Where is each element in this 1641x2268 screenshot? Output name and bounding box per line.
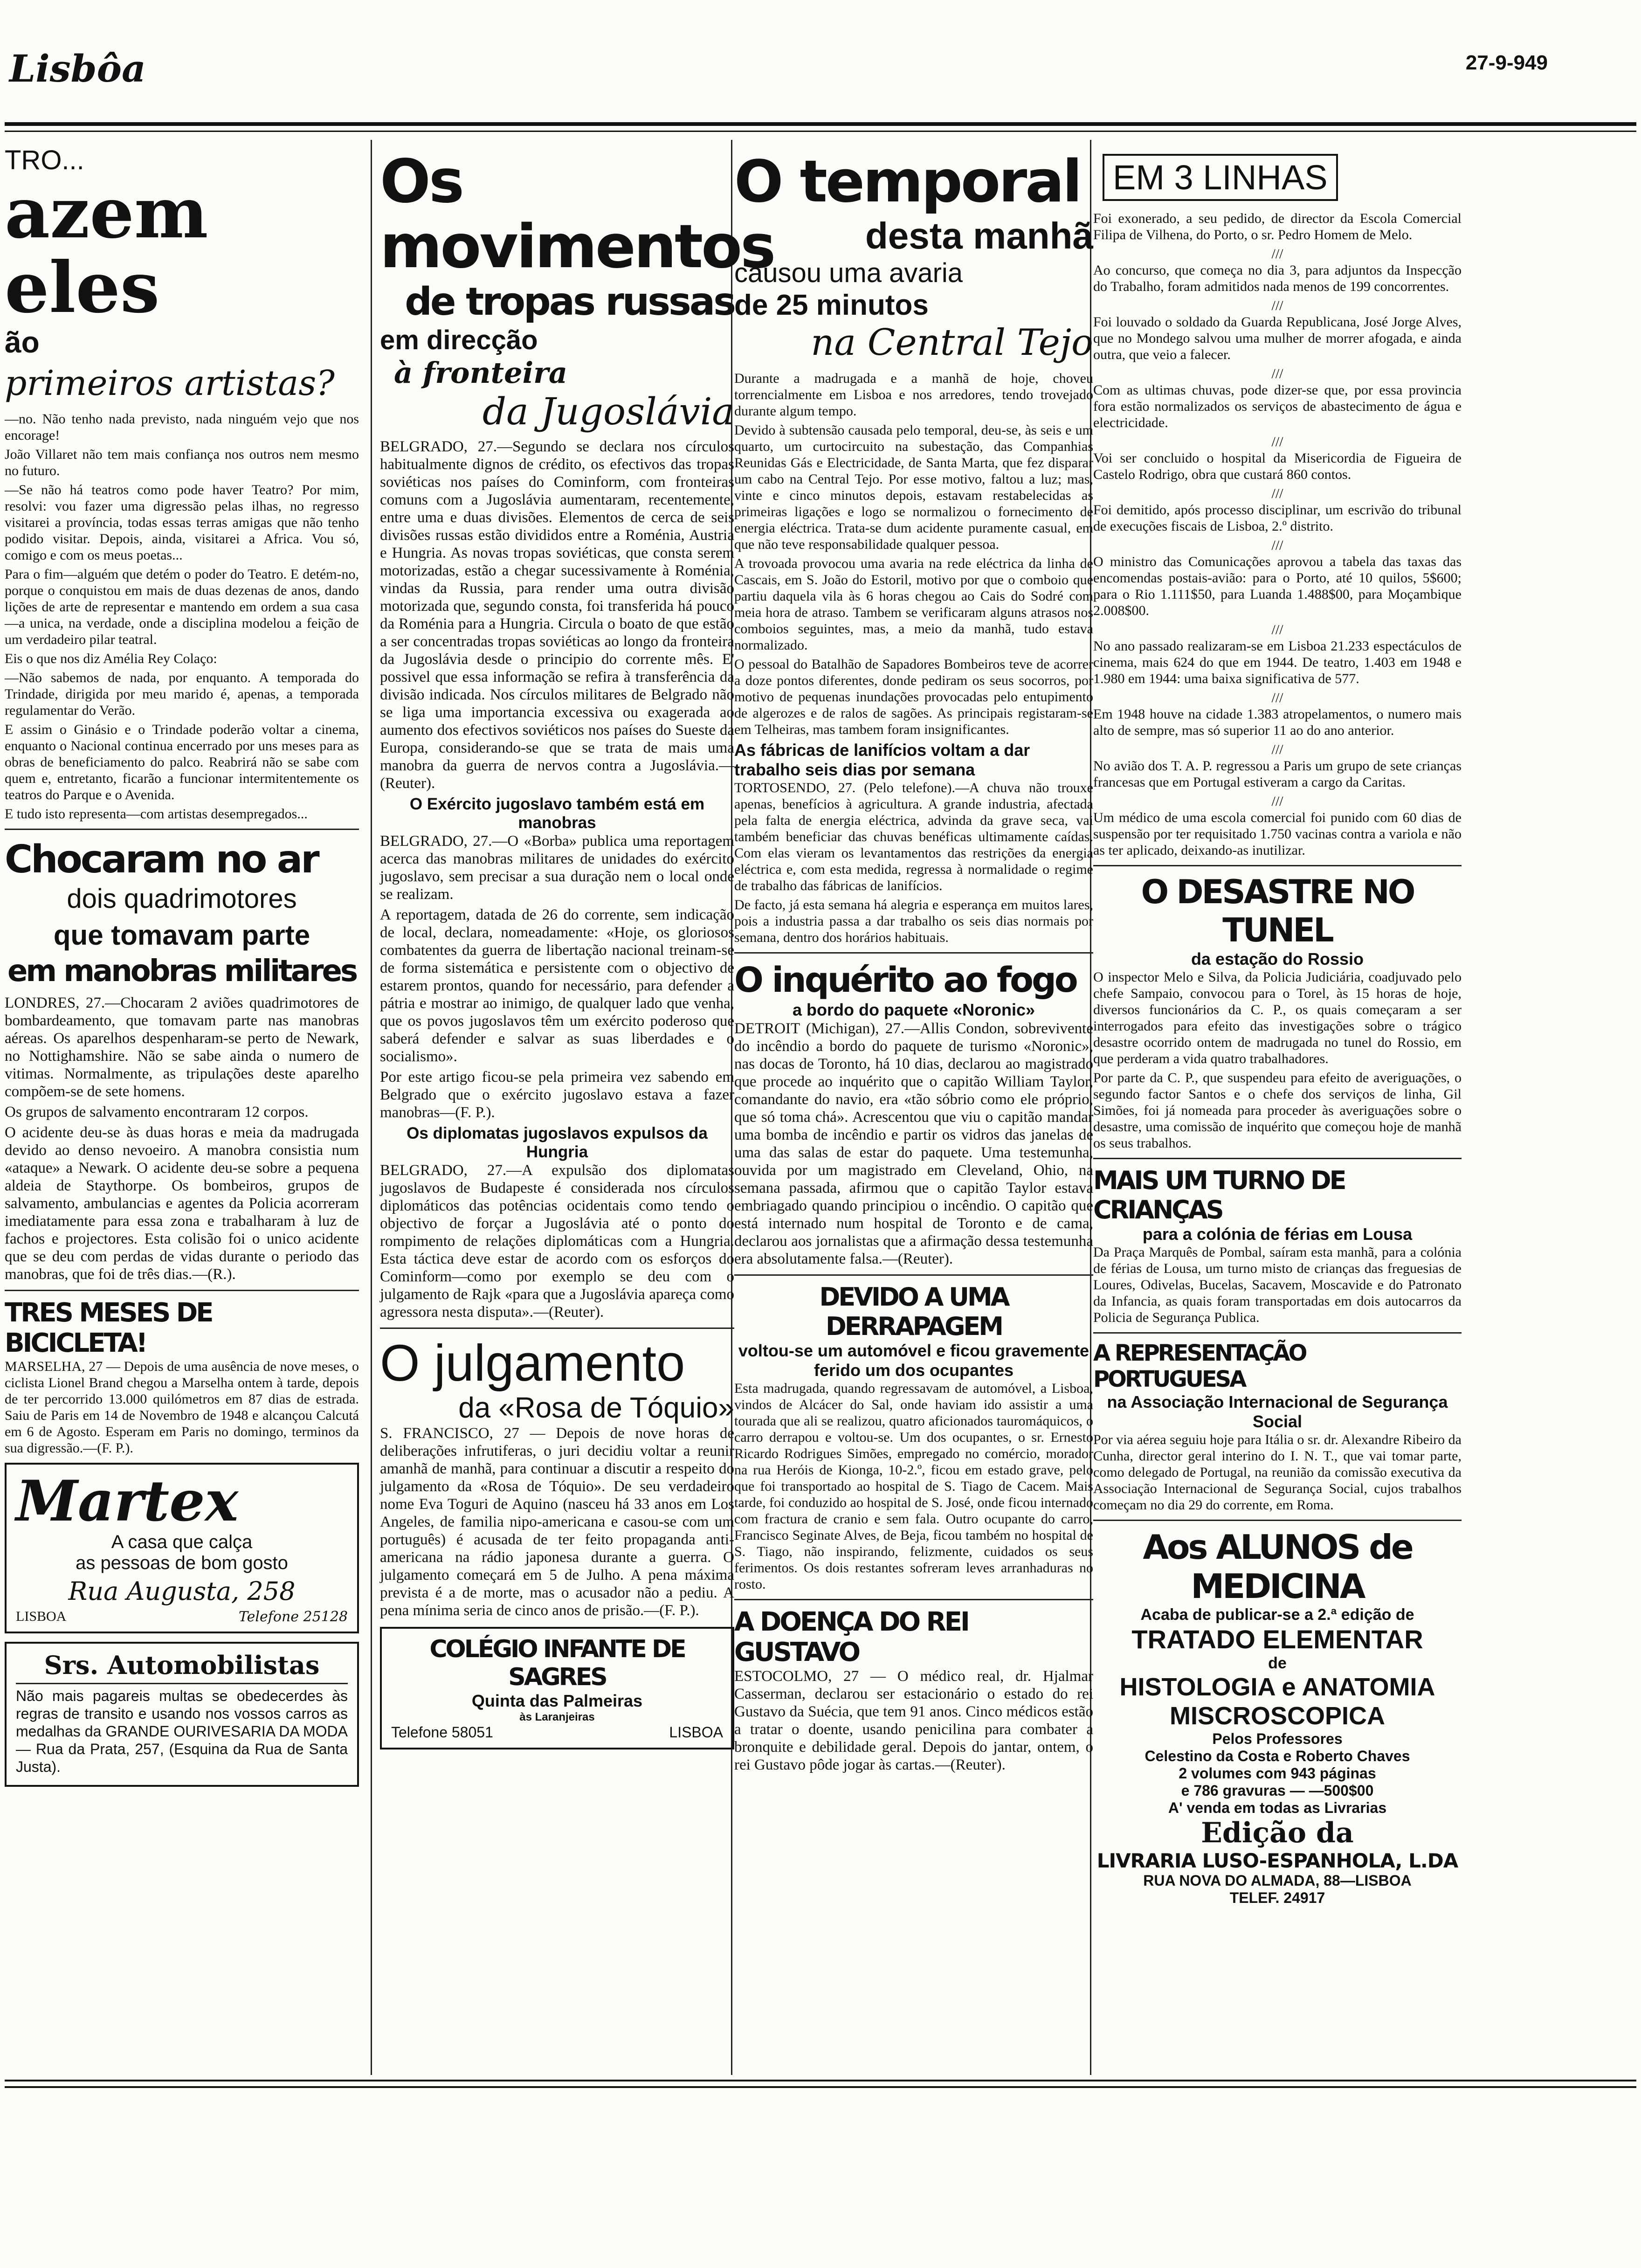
paragraph: Para o fim—alguém que detém o poder do Teatro. E detém-no, porque o conquistou em mais de duas dezenas de anos, dando lições de arte de representar e mantendo em ordem a sua casa—a unica, na verdade, onde a disciplina modelou a feição de um verdadeiro pilar teatral. [5, 567, 359, 647]
advert-title: Aos ALUNOS de MEDICINA [1143, 1528, 1412, 1606]
headline-sub: de 25 minutos [734, 289, 929, 321]
headline: MAIS UM TURNO DE CRIANÇAS [1093, 1166, 1345, 1224]
headline-sub: para a colónia de férias em Lousa [1142, 1224, 1413, 1244]
separator: /// [1271, 486, 1283, 501]
paragraph: —Não sabemos de nada, por enquanto. A temporada do Trindade, dirigida por meu marido é, apenas, a temporada regulamentar do Verão. [5, 670, 359, 718]
paragraph: E tudo isto representa—com artistas desempregados... [5, 806, 308, 822]
paragraph: BELGRADO, 27.—A expulsão dos diplomatas jugoslavos de Budapeste é considerada nos círculos diplomáticos das potências ocidentais como tendo o objectivo de forçar a Jugoslávia até o ponto do rompimento de relações diplomáticas com a Hungria. Esta táctica deve estar de acordo com os esforços do Cominform—como por exemplo se deu com o julgamento de Rajk «para que a Jugoslávia apareça como agressora nesta disputa».—(Reuter). [380, 1162, 734, 1321]
headline-sub: de tropas russas [405, 280, 734, 324]
divider [1093, 865, 1462, 866]
headline: O DESASTRE NO TUNEL [1141, 873, 1414, 949]
headline-sub: em direcção [380, 325, 538, 355]
advert-brand: Martex [16, 1468, 239, 1534]
advert-line: e 786 gravuras — —500$00 [1181, 1782, 1374, 1799]
subhead: As fábricas de lanifícios voltam a dar trabalho seis dias por semana [734, 740, 1030, 779]
brief-item: Com as ultimas chuvas, pode dizer-se que, por essa provincia fora estão normalizados os serviços de abastecimento de água e electricidade. [1093, 382, 1462, 430]
divider [16, 1683, 348, 1684]
paragraph: A trovoada provocou uma avaria na rede eléctrica da linha de Cascais, em S. João do Estoril, motivo por que o comboio que partiu daquela vila às 6 horas chegou ao Cais do Sodré com meia hora de atraso. Tambem se verificaram alguns atrasos nos comboios seguintes, mas, a meio da manhã, tudo estava normalizado. [734, 556, 1093, 653]
advert-line: 2 volumes com 943 páginas [1179, 1765, 1376, 1782]
divider [1093, 1332, 1462, 1334]
headline: TRES MESES DE BICICLETA! [5, 1298, 212, 1358]
headline-sub: à fronteira [394, 356, 567, 390]
subhead: Os diplomatas jugoslavos expulsos da Hungria [407, 1124, 708, 1161]
paragraph: LONDRES, 27.—Chocaram 2 aviões quadrimotores de bombardeamento, que tomavam parte nas manobras aéreas. Os aparelhos despenharam-se perto de Newark, no Nottighamshire. Não se sabe ainda o numero de vitimas. Normalmente, as tripulações deste aparelho compõem-se de sete homens. [5, 995, 359, 1100]
paragraph: Eis o que nos diz Amélia Rey Colaço: [5, 651, 217, 666]
advert-line: Edição da [1201, 1817, 1354, 1849]
brief-item: Ao concurso, que começa no dia 3, para adjuntos da Inspecção do Trabalho, foram admitidos nada menos de 199 concorrentes. [1093, 263, 1462, 294]
separator: /// [1271, 298, 1283, 313]
separator: /// [1271, 434, 1283, 449]
separator: /// [1271, 366, 1283, 381]
advert-line: Acaba de publicar-se a 2.ª edição de [1140, 1606, 1414, 1624]
advert-line: TRATADO ELEMENTAR [1131, 1625, 1423, 1654]
advert-line: TELEF. 24917 [1229, 1889, 1325, 1906]
headline-sub: causou uma avaria [734, 258, 963, 288]
advert-colegio [380, 1627, 734, 1749]
brief-item: Foi exonerado, a seu pedido, de director da Escola Comercial Filipa de Vilhena, do Porto, o sr. Pedro Homem de Melo. [1093, 211, 1462, 242]
brief-item: Em 1948 houve na cidade 1.383 atropelamentos, o numero mais alto de sempre, mas só superior 11 ao do ano anterior. [1093, 706, 1462, 738]
paragraph: DETROIT (Michigan), 27.—Allis Condon, sobrevivente do incêndio a bordo do paquete de turismo «Noronic», nas docas de Toronto, há 10 dias, declarou ao magistrado que procede ao inquérito que o capitão William Taylor, comandante do navio, era «tão sóbrio como ele próprio, que só toma chá». Acrescentou que viu o capitão mandar uma bomba de incêndio e partir os vidros das janelas de uma das salas de estar do paquete. Uma testemunha, ouvida por um magistrado em Cleveland, Ohio, na semana passada, afirmou que o capitão Taylor estava embriagado quando principiou o incêndio. O capitão que está internado num hospital de Toronto e de cama, declarou aos jornalistas que a afirmação dessa testemunha era absolutamente falsa.—(Reuter). [734, 1020, 1093, 1267]
brief-item: Voi ser concluido o hospital da Misericordia de Figueira de Castelo Rodrigo, obra que custará 860 contos. [1093, 450, 1462, 482]
headline-sub: desta manhã [865, 215, 1093, 256]
top-rule [5, 122, 1636, 132]
separator: /// [1271, 794, 1283, 809]
separator: /// [1271, 246, 1283, 262]
paragraph: Por via aérea seguiu hoje para Itália o sr. dr. Alexandre Ribeiro da Cunha, director geral interino do I. N. T., que vai tomar parte, como delegado de Portugal, na reunião da comissão executiva da Associação Internacional de Segurança Social, cujos trabalhos começam no dia 29 do corrente, em Roma. [1093, 1432, 1462, 1513]
paragraph: BELGRADO, 27.—O «Borba» publica uma reportagem acerca das manobras militares de unidades do exército jugoslavo, sem precisar a sua duração nem o local onde se realizam. [380, 833, 734, 903]
paragraph: O inspector Melo e Silva, da Policia Judiciária, coadjuvado pelo chefe Sampaio, convocou para o Torel, às 15 horas de hoje, diversos funcionários da C. P., os quais começaram a ser interrogados para efeito das investigações sobre o trágico desastre ocorrido ontem de madrugada no tunel do Rossio, em que perderam a vida quatro trabalhadores. [1093, 969, 1462, 1066]
column-3 [734, 135, 1093, 1777]
paragraph: E assim o Ginásio e o Trindade poderão voltar a cinema, enquanto o Nacional continua encerrado por uns meses para as obras de beneficiamento do palco. Reabrirá não se sabe com quem e, entretanto, ficarão a funcionar intermitentemente os teatros do Parque e o Avenida. [5, 722, 359, 802]
column-1 [5, 135, 359, 1787]
paragraph: —Se não há teatros como pode haver Teatro? Por mim, resolvi: vou fazer uma digressão pelas ilhas, no regresso visitarei a província, todas essas terras amigas que não tenho podido visitar. Depois, ainda, visitarei a Africa. Vou só, comigo e com os meus poetas... [5, 482, 359, 563]
paragraph: BELGRADO, 27.—Segundo se declara nos círculos habitualmente dignos de crédito, os efectivos das tropas soviéticas nos países do Cominform, com fronteiras comuns com a Jugoslávia aumentaram, recentemente, entre uma e duas divisões. Elementos de cerca de seis divisões russas estão divididos entre a Roménia, Austria e Hungria. As novas tropas soviéticas, que consta serem motorizadas, estão a chegar sucessivamente à Roménia, vindas da Russia, para render uma outra divisão motorizada que, segundo consta, foi transferida há pouco da Roménia para a Hungria. Circula o boato de que estão a ser concentradas tropas soviéticas ao longo da fronteira da Jugoslávia desde o principio do corrente mês. E' possivel que essa informação se refira à transferência da divisão indicada. Nos círculos militares de Belgrado não se liga uma importancia excessiva ou exagerada ao aumento dos efectivos soviéticos nos países do Sueste da Europa, considerando-se que se trata de mais uma manobra da guerra de nervos contra a Jugoslávia.—(Reuter). [380, 438, 734, 792]
advert-city: LISBOA [669, 1724, 723, 1741]
headline-sub: ão [5, 325, 40, 359]
headline-sub: da estação do Rossio [1191, 949, 1364, 968]
paragraph: João Villaret não tem mais confiança nos outros nem mesmo no futuro. [5, 447, 359, 478]
separator: /// [1271, 742, 1283, 757]
headline: O temporal [734, 148, 1081, 215]
paragraph: MARSELHA, 27 — Depois de uma ausência de nove meses, o ciclista Lionel Brand chegou a Marselha ontem à tarde, depois de ter percorrido 13.000 quilómetros em 87 dias de estrada. Saiu de Paris em 14 de Novembro de 1948 e alcançou Calcutá em 6 de Agosto. Esperam em Paris no domingo, terminos da sua digressão.—(F. P.). [5, 1359, 359, 1456]
paragraph: Durante a madrugada e a manhã de hoje, choveu torrencialmente em Lisboa e nos arredores, tendo trovejado durante algum tempo. [734, 371, 1093, 419]
headline: DEVIDO A UMA DERRAPAGEM [819, 1282, 1008, 1341]
headline-deck: da Jugoslávia [482, 390, 734, 433]
headline: A DOENÇA DO REI GUSTAVO [734, 1607, 968, 1667]
advert-line: MISCROSCOPICA [1169, 1702, 1386, 1730]
headline: Os movimentos [380, 147, 774, 282]
headline-sub: em manobras militares [7, 954, 357, 989]
headline: azem eles [5, 172, 208, 329]
paragraph: TORTOSENDO, 27. (Pelo telefone).—A chuva não trouxe apenas, benefícios à agricultura. A grande industria, afectada pela falta de energia eléctrica, advinda da grave seca, vai também beneficiar das chuvas benéficas ultimamente caídas. Com elas vieram os levantamentos das restrições da energia eléctrica e, com esta medida, regressa à normalidade o regime de trabalho das fábricas de lanifícios. [734, 780, 1093, 893]
headline: O inquérito ao fogo [734, 960, 1076, 1000]
advert-line: A casa que calça [111, 1532, 253, 1552]
divider [5, 829, 359, 830]
advert-line: HISTOLOGIA e ANATOMIA [1119, 1673, 1435, 1701]
paragraph: Da Praça Marquês de Pombal, saíram esta manhã, para a colónia de férias de Lousa, um turno misto de crianças das freguesias de Loures, Odivelas, Bucelas, Sacavem, Moscavide e do Patronato da Infancia, as quais foram transportadas em dois autocarros da Policia de Segurança Publica. [1093, 1245, 1462, 1325]
paragraph: —no. Não tenho nada previsto, nada ninguém vejo que nos encorage! [5, 411, 359, 443]
advert-line: A' venda em todas as Livrarias [1168, 1799, 1387, 1816]
headline-sub: na Associação Internacional de Segurança Social [1107, 1392, 1448, 1431]
advert-phone: Telefone 25128 [239, 1609, 348, 1625]
advert-line: às Laranjeiras [519, 1711, 595, 1723]
advert-line: de [1268, 1654, 1287, 1672]
advert-phone: Telefone 58051 [391, 1724, 493, 1741]
brief-item: Foi louvado o soldado da Guarda Republicana, José Jorge Alves, que no Mondego salvou uma mulher de morrer afogada, e ainda outra, que veio a falecer. [1093, 314, 1462, 362]
headline-sub: a bordo do paquete «Noronic» [792, 1000, 1035, 1019]
bottom-rule [5, 2080, 1636, 2088]
advert-line: Celestino da Costa e Roberto Chaves [1145, 1748, 1410, 1764]
paragraph: A reportagem, datada de 26 do corrente, sem indicação de local, declara, nomeadamente: «Hoje, os gloriosos combatentes da guerra de libertação nacional treinam-se de forma sistemática e persistente com o objectivo de estarem prontos, quando for necessário, para defender a pátria e mostrar ao inimigo, de qualquer lado que venha, que os povos jugoslavos têm um exército poderoso que saberá defender e salvar as suas liberdades e o socialismo». [380, 906, 734, 1065]
headline-deck: na Central Tejo [811, 322, 1093, 364]
separator: /// [1271, 538, 1283, 553]
paragraph: Devido à subtensão causada pelo temporal, deu-se, às seis e um quarto, um curtocircuito na subestação, das Companhias Reunidas Gás e Electricidade, de Santa Marta, que fez disparar um cabo na Central Tejo. Por esse motivo, faltou a luz; mas, vinte e cinco minutos depois, estavam restabelecidas as primeiras ligações e logo se normalizou o fornecimento de energia eléctrica. Trata-se dum acidente puramente casual, em que não teve responsabilidade qualquer pessoa. [734, 422, 1093, 552]
paragraph: O pessoal do Batalhão de Sapadores Bombeiros teve de acorrer a doze pontos diferentes, donde pediram os seus socorros, por motivo de pequenas inundações provocadas pelo entupimento de algerozes e de ralos de sagões. As principais registaram-se em Telheiras, mas tambem foram insignificantes. [734, 657, 1093, 737]
divider [1093, 1158, 1462, 1159]
advert-line: LIVRARIA LUSO-ESPANHOLA, L.DA [1096, 1849, 1458, 1872]
divider [380, 1328, 734, 1329]
divider [734, 1599, 1093, 1600]
headline-sub: dois quadrimotores [67, 884, 297, 914]
page-date: 27-9-949 [1465, 51, 1548, 74]
divider [5, 1290, 359, 1291]
paragraph: O acidente deu-se às duas horas e meia da madrugada devido ao denso nevoeiro. A manobra consistia num «ataque» a Newark. O acidente deu-se sobre a pequena aldeia de Staythorpe. Os bombeiros, grupos de salvamento, ambulancias e agentes da Policia acorreram imediatamente para essa zona e trabalharam à luz de fachos e projectores. Esta colisão foi o unico acidente que se deu com perdas de vidas durante o periodo das manobras, que foi de três dias.—(R.). [5, 1124, 359, 1283]
column-2 [380, 135, 774, 1749]
headline-deck: primeiros artistas? [5, 363, 335, 403]
brief-item: No ano passado realizaram-se em Lisboa 21.233 espectáculos de cinema, mais 624 do que em 1944. De teatro, 1.403 em 1948 e 1.980 em 1944: uma baixa significativa de 577. [1093, 638, 1462, 686]
advert-line: RUA NOVA DO ALMADA, 88—LISBOA [1143, 1872, 1412, 1889]
advert-address: Rua Augusta, 258 [68, 1577, 296, 1606]
paragraph: Por este artigo ficou-se pela primeira vez sabendo em Belgrado que o exército jugoslavo estava a fazer manobras—(F. P.). [380, 1069, 734, 1121]
divider [734, 952, 1093, 954]
separator: /// [1271, 622, 1283, 637]
section-title: EM 3 LINHAS [1103, 154, 1338, 201]
separator: /// [1271, 690, 1283, 705]
headline-sub: voltou-se um automóvel e ficou gravemente ferido um dos ocupantes [738, 1341, 1089, 1380]
advert-title: Srs. Automobilistas [44, 1650, 320, 1680]
advert-title: COLÉGIO INFANTE DE SAGRES [429, 1635, 685, 1691]
headline: Chocaram no ar [5, 837, 318, 882]
subhead: O Exército jugoslavo também está em manobras [409, 795, 705, 832]
paragraph: Os grupos de salvamento encontraram 12 corpos. [5, 1104, 309, 1120]
article-body [5, 411, 359, 822]
paragraph: De facto, já esta semana há alegria e esperança em muitos lares, pois a industria passa a dar trabalho os seis dias normais por semana, dentro dos horários habituais. [734, 897, 1093, 945]
column-divider [371, 140, 372, 2075]
divider [734, 1274, 1093, 1276]
headline: O julgamento [380, 1335, 685, 1392]
advert-medicina [1093, 1528, 1462, 1907]
advert-line: as pessoas de bom gosto [76, 1553, 288, 1573]
kicker: TRO... [5, 145, 84, 175]
headline: A REPRESENTAÇÃO PORTUGUESA [1093, 1340, 1306, 1392]
paragraph: Por parte da C. P., que suspendeu para efeito de averiguações, o segundo factor Santos e o chefe dos serviços de linha, Gil Simões, foi já nomeada para proceder às averiguações sobre o desastre, uma comissão de inquérito que começou hoje de manhã os seus trabalhos. [1093, 1070, 1462, 1151]
advert-automobilistas [5, 1642, 359, 1787]
advert-city: LISBOA [16, 1609, 67, 1624]
brief-list [1093, 210, 1462, 858]
divider [1093, 1520, 1462, 1521]
masthead-left: Lisbôa [9, 47, 146, 90]
paragraph: Esta madrugada, quando regressavam de automóvel, a Lisboa, vindos de Alcácer do Sal, onde haviam ido assistir a uma tourada que ali se realizou, quatro aficionados tauromáquicos, o carro derrapou e voltou-se. Um dos ocupantes, o sr. Ernesto Ricardo Rodrigues Simões, empregado no comércio, morador na rua Heróis de Kionga, 10-2.º, ficou em estado grave, pelo que foi transportado ao hospital de S. Tiago de Cacem. Mais tarde, foi conduzido ao hospital de S. José, onde ficou internado com fractura de cranio e sem fala. Outro ocupante do carro, Francisco Seginate Alves, de Beja, ficou também no hospital de S. Tiago, não inspirando, felizmente, cuidados os seus ferimentos. Os dois restantes sofreram leves arranhaduras no rosto. [734, 1381, 1093, 1592]
brief-item: Foi demitido, após processo disciplinar, um escrivão do tribunal de execuções fiscais de Lisboa, 2.º distrito. [1093, 502, 1462, 534]
advert-line: Quinta das Palmeiras [471, 1691, 643, 1710]
paragraph: S. FRANCISCO, 27 — Depois de nove horas de deliberações infrutiferas, o juri decidiu voltar a reunir amanhã de manhã, para continuar a discutir a respeito do julgamento da «Rosa de Tóquio». De seu verdadeiro nome Eva Toguri de Aquino (nasceu há 33 anos em Los Angeles, de familia nipo-americana e casou-se com um português) é acusada de ter feito propaganda anti-americana na rádio japonesa durante a guerra. O julgamento começará em 5 de Julho. A pena máxima prevista é a de morte, mas o acusador não a pediu. A pena mínima seria de cinco anos de prisão.—(F. P.). [380, 1425, 734, 1619]
advert-martex [5, 1463, 359, 1633]
headline-sub: da «Rosa de Tóquio» [458, 1392, 734, 1424]
brief-item: O ministro das Comunicações aprovou a tabela das taxas das encomendas postais-avião: para o Porto, até 10 quilos, 5$600; para o Rio 1.111$50, para Luanda 1.488$00, para Moçambique 2.008$00. [1093, 554, 1462, 618]
advert-body: Não mais pagareis multas se obedecerdes às regras de transito e usando nos vossos carros as medalhas da GRANDE OURIVESARIA DA MODA — Rua da Prata, 257, (Esquina da Rua de Santa Justa). [16, 1687, 348, 1775]
paragraph: ESTOCOLMO, 27 — O médico real, dr. Hjalmar Casserman, declarou ser estacionário o estado do rei Gustavo da Suécia, que tem 91 anos. Cinco médicos estão a tratar o doente, usando penicilina para combater a bronquite e debilidade geral. Depois do jantar, ontem, o rei Gustavo pôde jogar às cartas.—(Reuter). [734, 1668, 1093, 1773]
advert-line: Pelos Professores [1212, 1730, 1343, 1747]
column-4 [1093, 135, 1462, 1907]
brief-item: Um médico de uma escola comercial foi punido com 60 dias de suspensão por ter requisitado 1.750 vacinas contra a variola e não as ter aplicado, deixando-as inutilizar. [1093, 810, 1462, 858]
headline-sub: que tomavam parte [53, 920, 310, 951]
brief-item: No avião dos T. A. P. regressou a Paris um grupo de sete crianças francesas que em Portugal estiveram a cargo da Caritas. [1093, 758, 1462, 790]
